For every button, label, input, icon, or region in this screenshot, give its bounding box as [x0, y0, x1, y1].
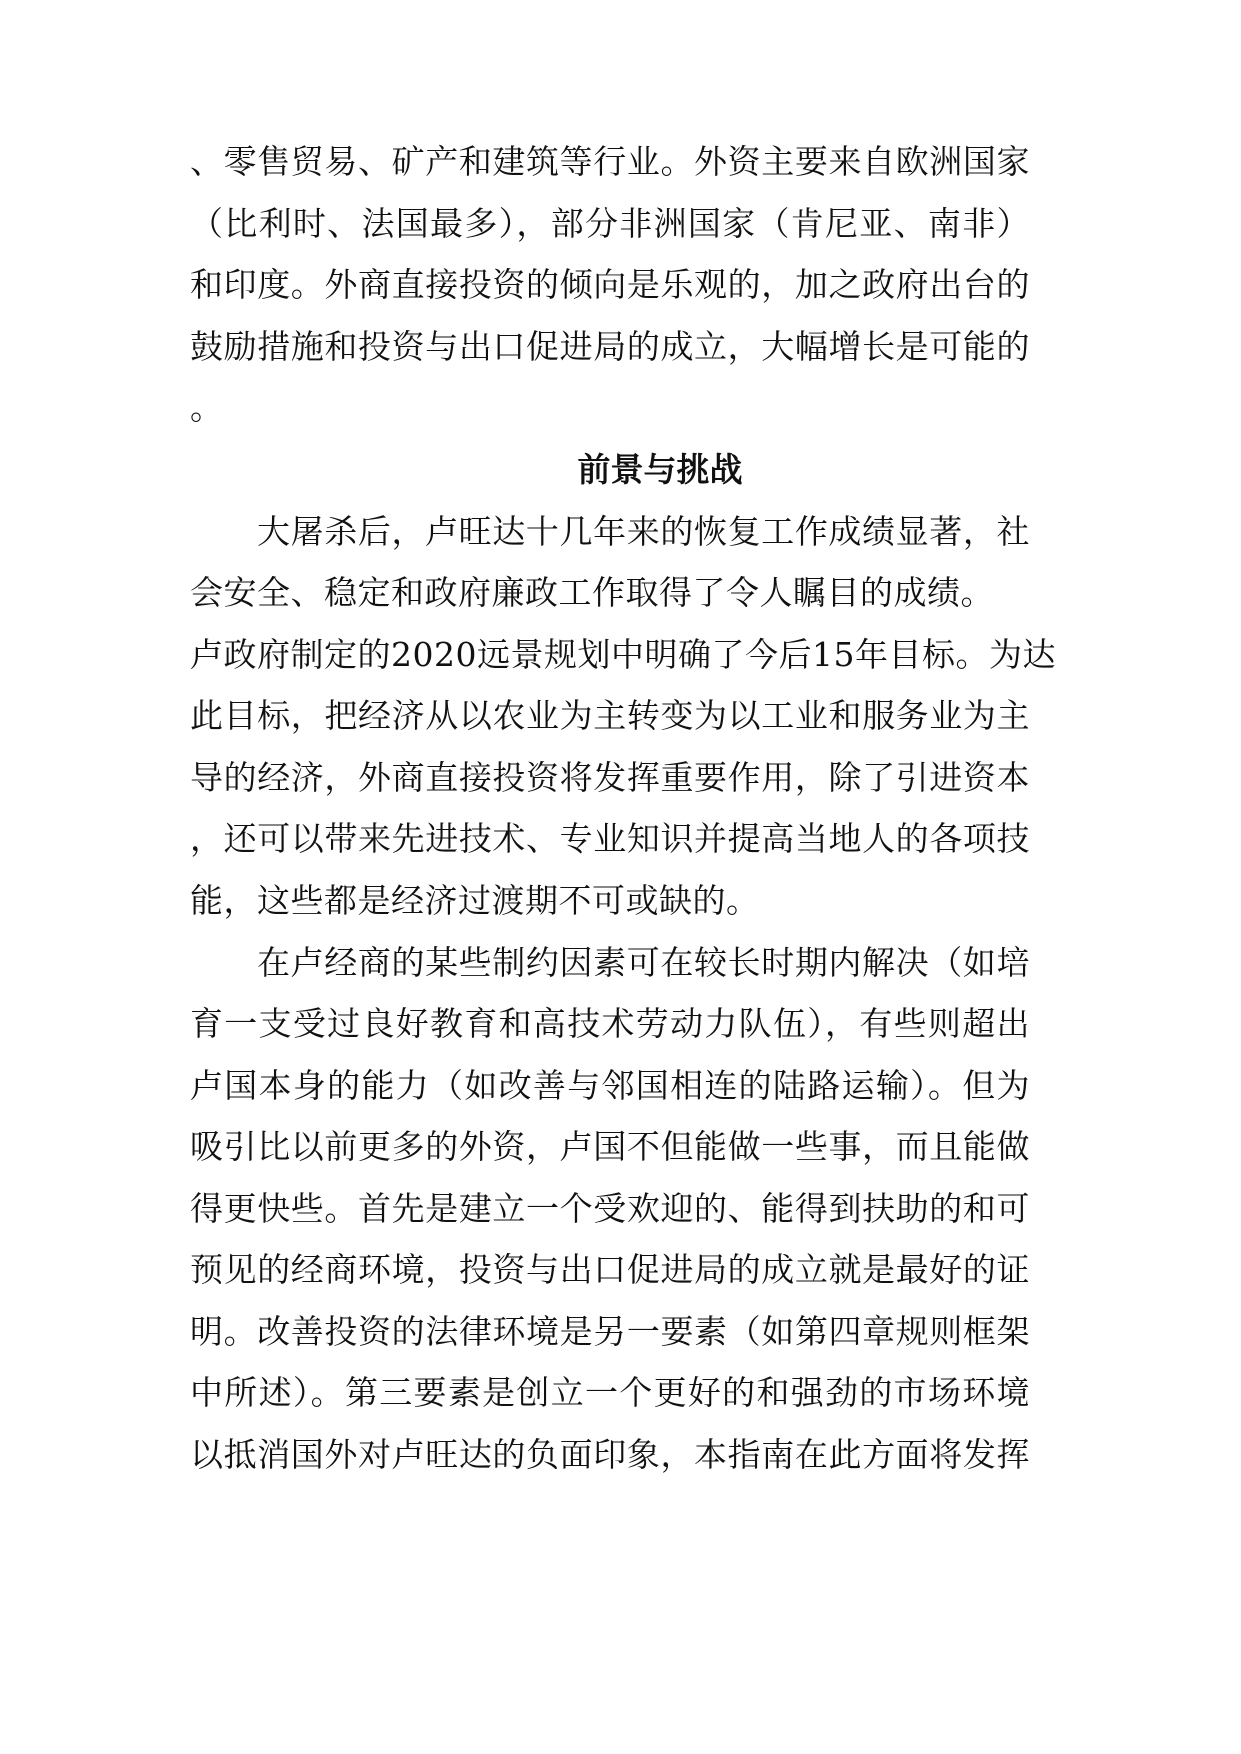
paragraph-3-line-5: 得更快些。首先是建立一个受欢迎的、能得到扶助的和可: [190, 1189, 1030, 1228]
paragraph-1-line-4: 鼓励措施和投资与出口促进局的成立，大幅增长是可能的: [190, 327, 1030, 366]
paragraph-3-line-6: 预见的经商环境，投资与出口促进局的成立就是最好的证: [190, 1250, 1030, 1289]
paragraph-1-line-1: 、零售贸易、矿产和建筑等行业。外资主要来自欧洲国家: [190, 142, 1030, 181]
paragraph-3-line-1: 在卢经商的某些制约因素可在较长时期内解决（如培: [257, 943, 1030, 982]
paragraph-1-line-5: 。: [190, 388, 224, 427]
section-heading: 前景与挑战: [577, 450, 743, 489]
paragraph-2-line-3: 卢政府制定的2020远景规划中明确了今后15年目标。为达: [190, 635, 1056, 674]
paragraph-2-line-6: ，还可以带来先进技术、专业知识并提高当地人的各项技: [190, 819, 1030, 858]
paragraph-3-line-8: 中所述）。第三要素是创立一个更好的和强劲的市场环境: [190, 1373, 1030, 1412]
paragraph-2-line-4: 此目标，把经济从以农业为主转变为以工业和服务业为主: [190, 696, 1030, 735]
paragraph-3-line-9: 以抵消国外对卢旺达的负面印象，本指南在此方面将发挥: [190, 1435, 1030, 1474]
paragraph-3-line-4: 吸引比以前更多的外资，卢国不但能做一些事，而且能做: [190, 1127, 1030, 1166]
paragraph-2-line-5: 导的经济，外商直接投资将发挥重要作用，除了引进资本: [190, 758, 1030, 797]
paragraph-2-line-1: 大屠杀后，卢旺达十几年来的恢复工作成绩显著，社: [257, 512, 1030, 551]
paragraph-1-line-3: 和印度。外商直接投资的倾向是乐观的，加之政府出台的: [190, 265, 1030, 304]
paragraph-2-line-7: 能，这些都是经济过渡期不可或缺的。: [190, 881, 760, 920]
paragraph-3-line-2: 育一支受过良好教育和高技术劳动力队伍），有些则超出: [190, 1004, 1030, 1043]
paragraph-2-line-2: 会安全、稳定和政府廉政工作取得了令人瞩目的成绩。: [190, 573, 994, 612]
paragraph-1-line-2: （比利时、法国最多），部分非洲国家（肯尼亚、南非）: [190, 204, 1030, 243]
paragraph-3-line-3: 卢国本身的能力（如改善与邻国相连的陆路运输）。但为: [190, 1066, 1030, 1105]
paragraph-3-line-7: 明。改善投资的法律环境是另一要素（如第四章规则框架: [190, 1312, 1030, 1351]
